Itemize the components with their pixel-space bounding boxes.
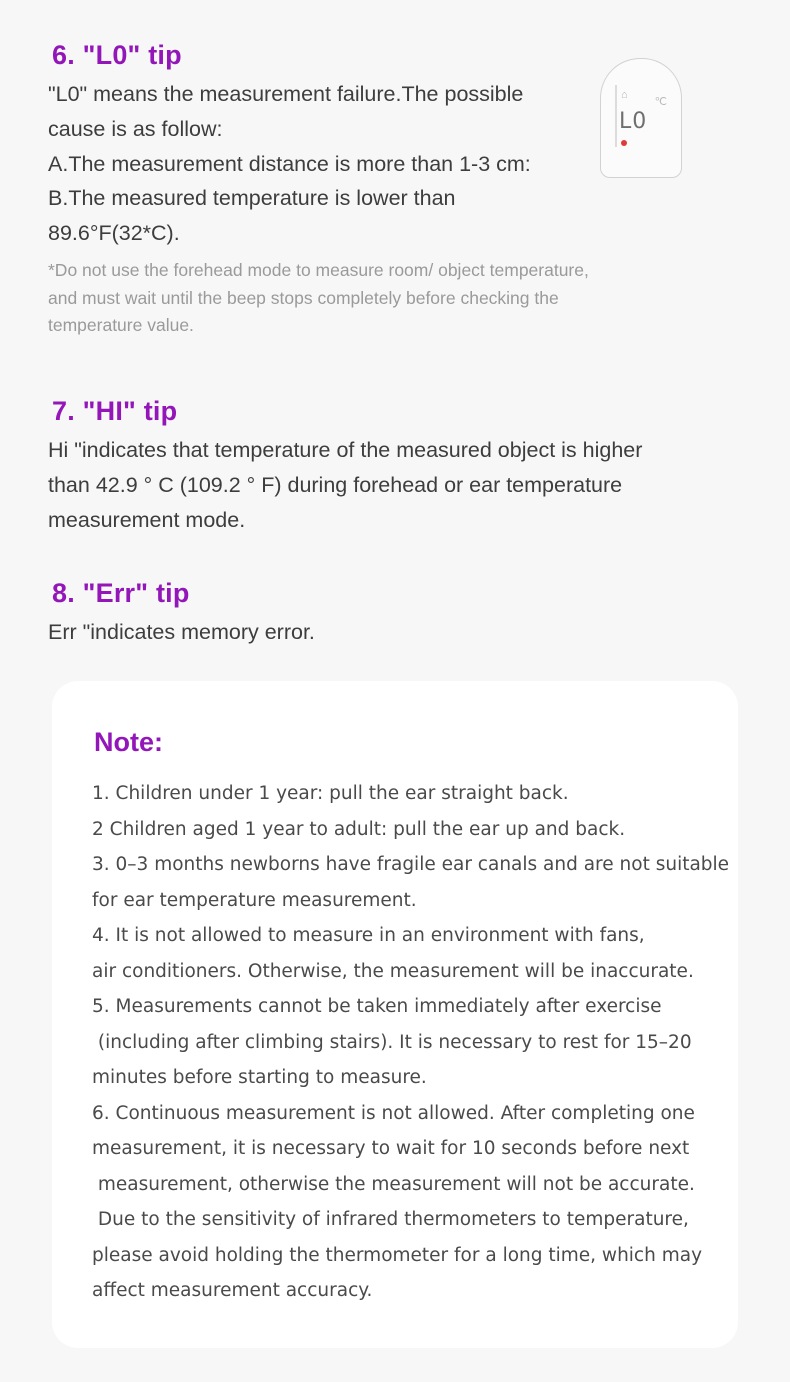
body-line: measurement mode.: [48, 507, 246, 532]
list-item: measurement, otherwise the measurement will not be accurate.: [92, 1173, 695, 1195]
list-item: please avoid holding the thermometer for a long time, which may: [92, 1244, 703, 1266]
device-screen-divider: [615, 85, 617, 147]
list-item: Due to the sensitivity of infrared thermometers to temperature,: [92, 1209, 689, 1231]
body-line: "L0" means the measurement failure.The possible: [48, 82, 524, 106]
spacer: [48, 538, 742, 578]
section-heading-err: 8. "Err" tip: [52, 577, 190, 608]
list-item: 5. Measurements cannot be taken immediately after exercise: [92, 996, 662, 1018]
list-item: for ear temperature measurement.: [92, 889, 417, 911]
footnote-line: temperature value.: [48, 315, 194, 336]
body-line: cause is as follow:: [48, 116, 223, 141]
list-item: 2 Children aged 1 year to adult: pull the ear up and back.: [92, 818, 626, 840]
celsius-unit-icon: ℃: [654, 96, 667, 108]
device-display-value: L0: [619, 109, 648, 134]
body-line: B.The measured temperature is lower than 89.6°F(32*C).: [48, 186, 456, 246]
body-line: A.The measurement distance is more than 1-3 cm:: [48, 151, 531, 176]
section-l0-tip: [48, 40, 742, 340]
footnote-line: and must wait until the beep stops completely before checking the: [48, 287, 559, 308]
section-hi-tip: [48, 396, 742, 537]
list-item: 6. Continuous measurement is not allowed. After completing one: [92, 1102, 695, 1124]
list-item: 1. Children under 1 year: pull the ear straight back.: [92, 783, 569, 804]
body-line: than 42.9 ° C (109.2 ° F) during forehead or ear temperature: [48, 472, 623, 497]
note-title: Note:: [94, 727, 163, 757]
section-err-tip: [48, 578, 742, 650]
spacer: [48, 340, 742, 396]
section-footnote-l0: [48, 257, 742, 340]
list-item: 3. 0–3 months newborns have fragile ear canals and are not suitable: [92, 854, 730, 876]
note-list: [92, 776, 730, 1309]
device-indicator-dot: [621, 140, 627, 146]
section-heading-l0: 6. "L0" tip: [52, 40, 182, 70]
body-line: Hi "indicates that temperature of the measured object is higher: [48, 438, 643, 463]
section-body-hi: [48, 433, 742, 537]
list-item: affect measurement accuracy.: [92, 1280, 373, 1302]
section-body-err: [48, 615, 742, 650]
list-item: 4. It is not allowed to measure in an environment with fans,: [92, 925, 645, 947]
list-item: air conditioners. Otherwise, the measurement will be inaccurate.: [92, 960, 694, 982]
forehead-icon: ⌂: [621, 89, 628, 101]
list-item: (including after climbing stairs). It is necessary to rest for 15–20: [92, 1031, 692, 1053]
footnote-line: *Do not use the forehead mode to measure room/ object temperature,: [48, 260, 589, 281]
note-card: [52, 681, 738, 1348]
thermometer-device-illustration: [600, 58, 682, 178]
list-item: measurement, it is necessary to wait for 10 seconds before next: [92, 1138, 690, 1160]
body-line: Err "indicates memory error.: [48, 619, 315, 644]
list-item: minutes before starting to measure.: [92, 1067, 427, 1089]
section-heading-hi: 7. "HI" tip: [52, 396, 178, 427]
